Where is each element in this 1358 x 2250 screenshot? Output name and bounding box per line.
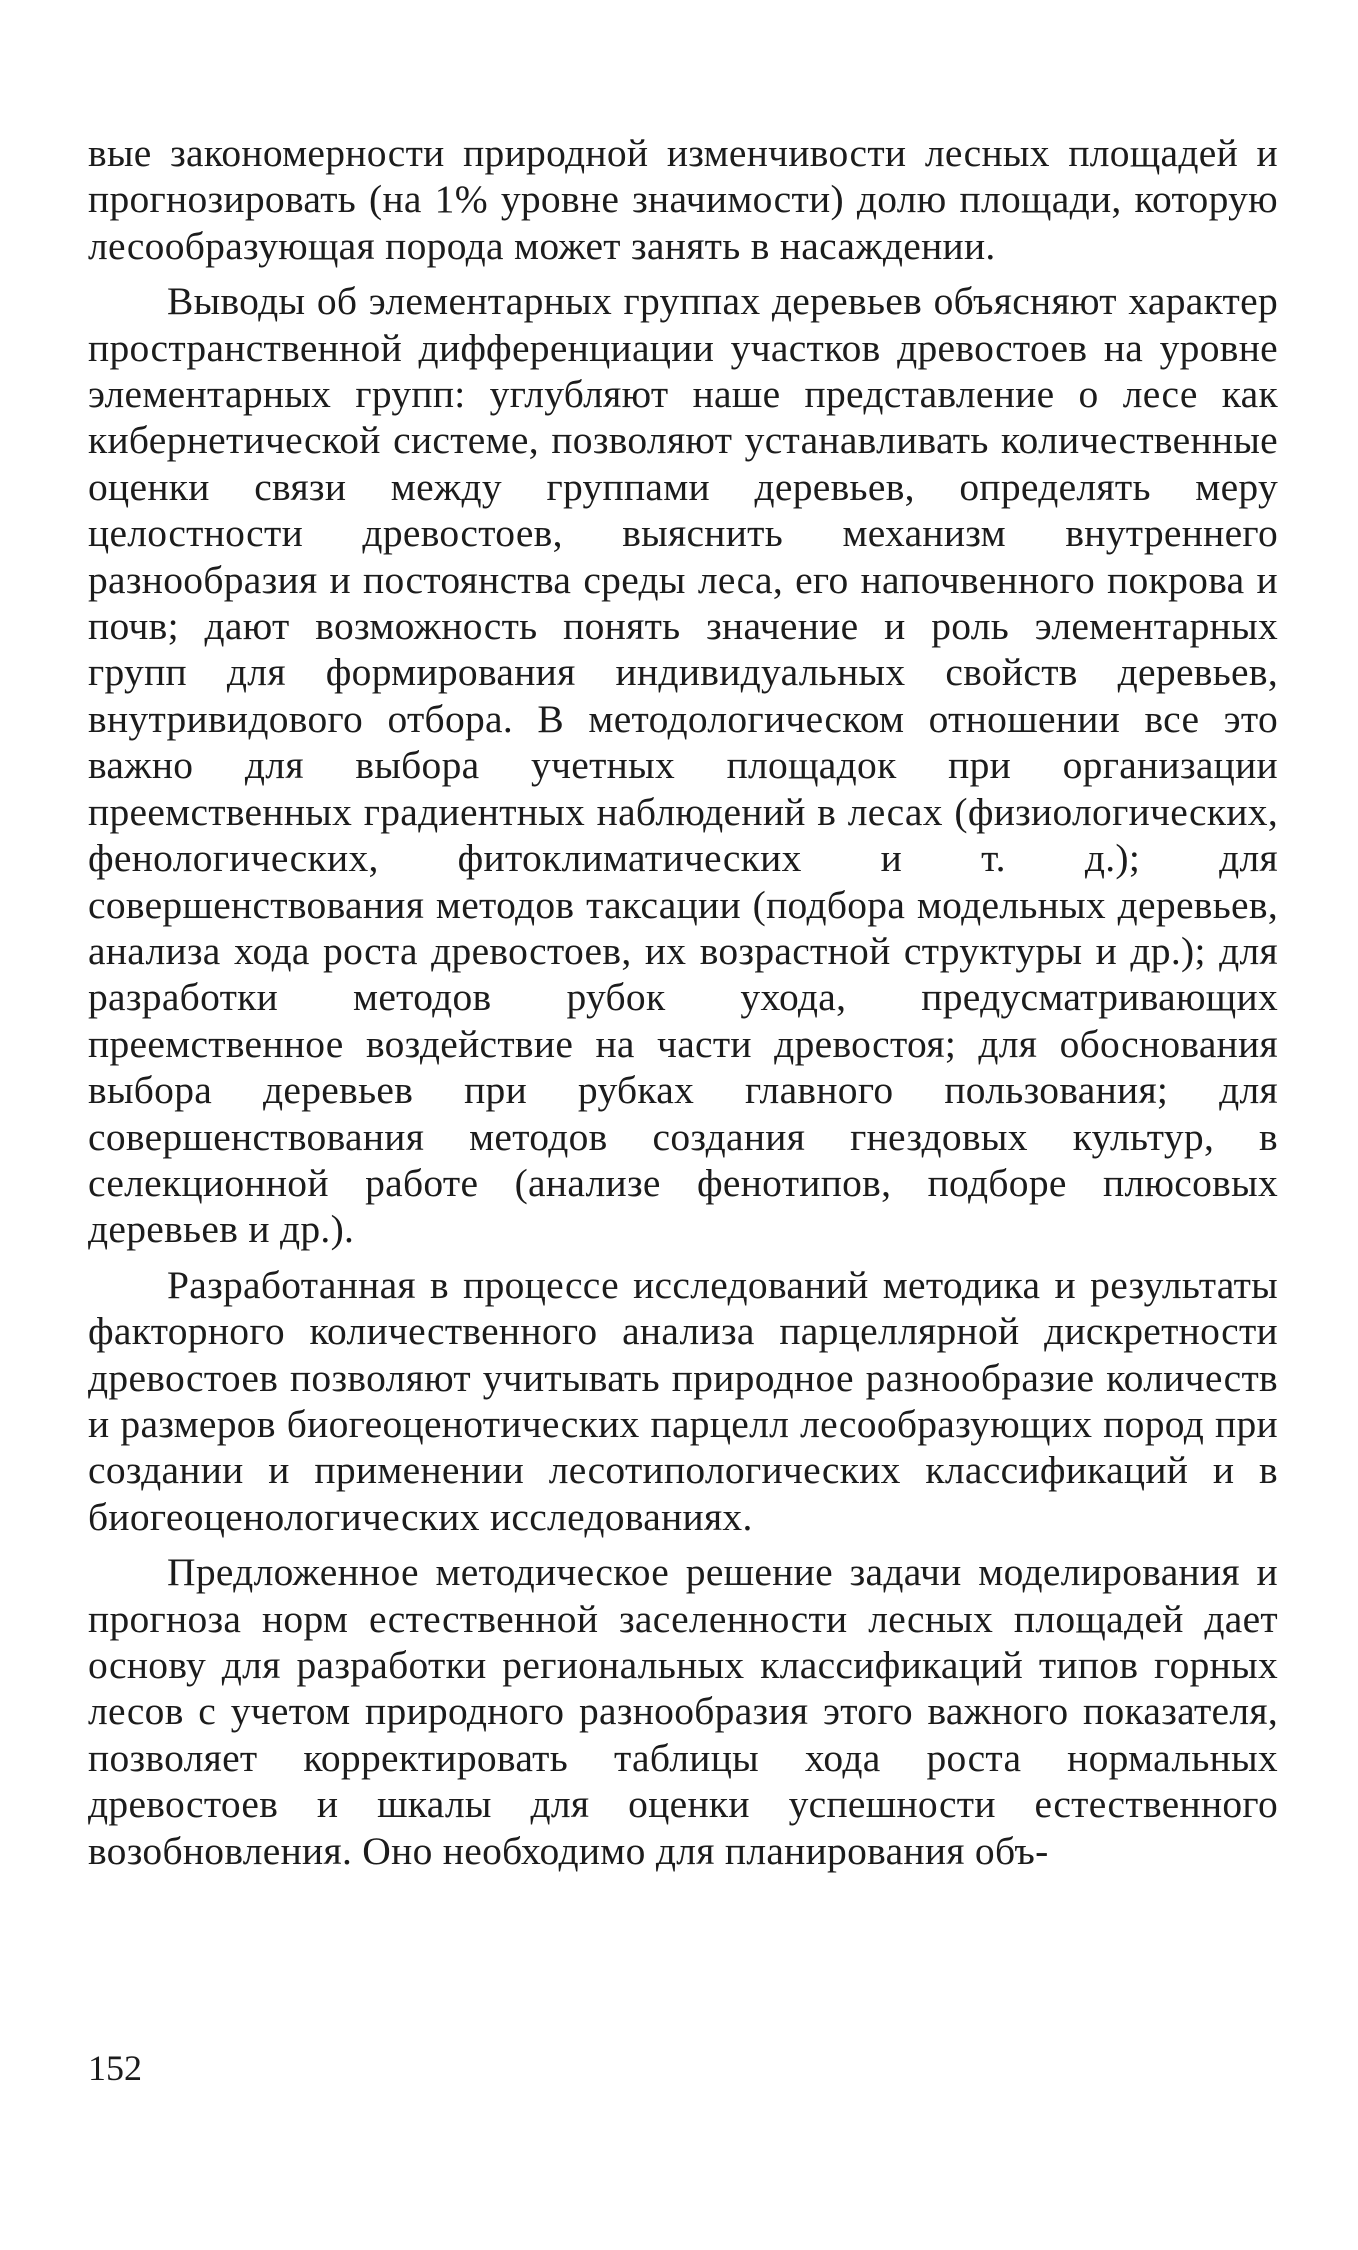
paragraph-continuation: вые закономерности природной изменчивости лесных площадей и прогнозировать (на 1% уровне значимости) долю площади, которую лесообразующая порода может занять в насаждении. bbox=[88, 131, 1278, 268]
paragraph-elementary-groups: Выводы об элементарных группах деревьев объясняют характер пространственной дифференциации участков древостоев на уровне элементарных групп: углубляют наше представление о лесе как кибернетической системе, позволяют устанавливать количественные оценки связи между группами деревьев, определять меру целостности древостоев, выяснить механизм внутреннего разнообразия и постоянства среды леса, его напочвенного покрова и почв; дают возможность понять значение и роль элементарных групп для формирования индивидуальных свойств деревьев, внутривидового отбора. В методологическом отношении все это важно для выбора учетных площадок при организации преемственных градиентных наблюдений в лесах (физиологических, фенологических, фитоклиматических и т. д.); для совершенствования методов таксации (подбора модельных деревьев, анализа хода роста древостоев, их возрастной структуры и др.); для разработки методов рубок ухода, предусматривающих преемственное воздействие на части древостоя; для обоснования выбора деревьев при рубках главного пользования; для совершенствования методов создания гнездовых культур, в селекционной работе (анализе фенотипов, подборе плюсовых деревьев и др.). bbox=[88, 279, 1278, 1252]
page-body bbox=[88, 130, 1278, 1883]
paragraph-modeling: Предложенное методическое решение задачи моделирования и прогноза норм естественной заселенности лесных площадей дает основу для разработки региональных классификаций типов горных лесов с учетом природного разнообразия этого важного показателя, позволяет корректировать таблицы хода роста нормальных древостоев и шкалы для оценки успешности естественного возобновления. Оно необходимо для планирования объ- bbox=[88, 1550, 1278, 1873]
page-number: 152 bbox=[88, 2048, 142, 2088]
paragraph-methodology: Разработанная в процессе исследований методика и результаты факторного количественного анализа парцеллярной дискретности древостоев позволяют учитывать природное разнообразие количеств и размеров биогеоценотических парцелл лесообразующих пород при создании и применении лесотипологических классификаций и в биогеоценологических исследованиях. bbox=[88, 1262, 1278, 1539]
